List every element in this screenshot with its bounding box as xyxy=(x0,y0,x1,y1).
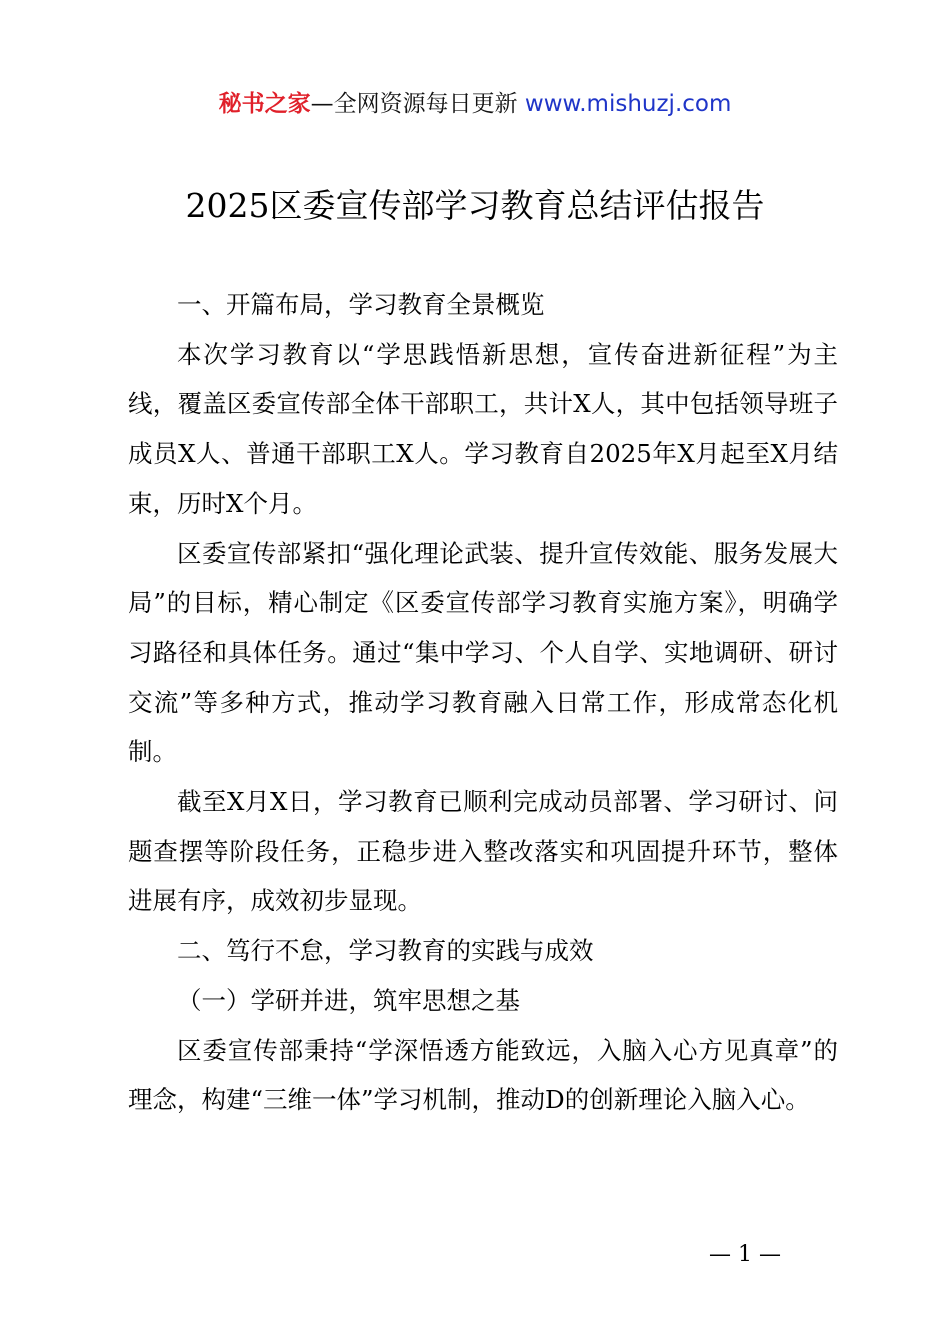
body-paragraph-2: 区委宣传部紧扣“强化理论武装、提升宣传效能、服务发展大局”的目标，精心制定《区委宣传部学习教育实施方案》，明确学习路径和具体任务。通过“集中学习、个人自学、实地调研、研讨交流”等多种方式，推动学习教育融入日常工作，形成常态化机制。 xyxy=(128,538,838,767)
site-header xyxy=(0,86,950,122)
header-slogan: —全网资源每日更新 xyxy=(310,91,518,117)
section-heading-1: 一、开篇布局，学习教育全景概览 xyxy=(177,290,545,319)
body-paragraph-1: 本次学习教育以“学思践悟新思想，宣传奋进新征程”为主线，覆盖区委宣传部全体干部职工，共计X人，其中包括领导班子成员X人、普通干部职工X人。学习教育自2025年X月起至X月结束，历时X个月。 xyxy=(128,339,838,518)
section-heading-2: 二、笃行不怠，学习教育的实践与成效 xyxy=(177,936,594,966)
subsection-heading-1: （一）学研并进，筑牢思想之基 xyxy=(177,985,520,1015)
site-url-link[interactable]: www.mishuzj.com xyxy=(524,91,732,117)
body-paragraph-4: 区委宣传部秉持“学深悟透方能致远，入脑入心方见真章”的理念，构建“三维一体”学习机制，推动D的创新理论入脑入心。 xyxy=(128,1035,838,1115)
page-number: — 1 — xyxy=(709,1242,781,1267)
document-title: 2025区委宣传部学习教育总结评估报告 xyxy=(185,186,765,225)
brand-name: 秘书之家 xyxy=(218,91,311,117)
document-body xyxy=(128,280,838,1125)
body-paragraph-3: 截至X月X日，学习教育已顺利完成动员部署、学习研讨、问题查摆等阶段任务，正稳步进入整改落实和巩固提升环节，整体进展有序，成效初步显现。 xyxy=(128,787,838,916)
